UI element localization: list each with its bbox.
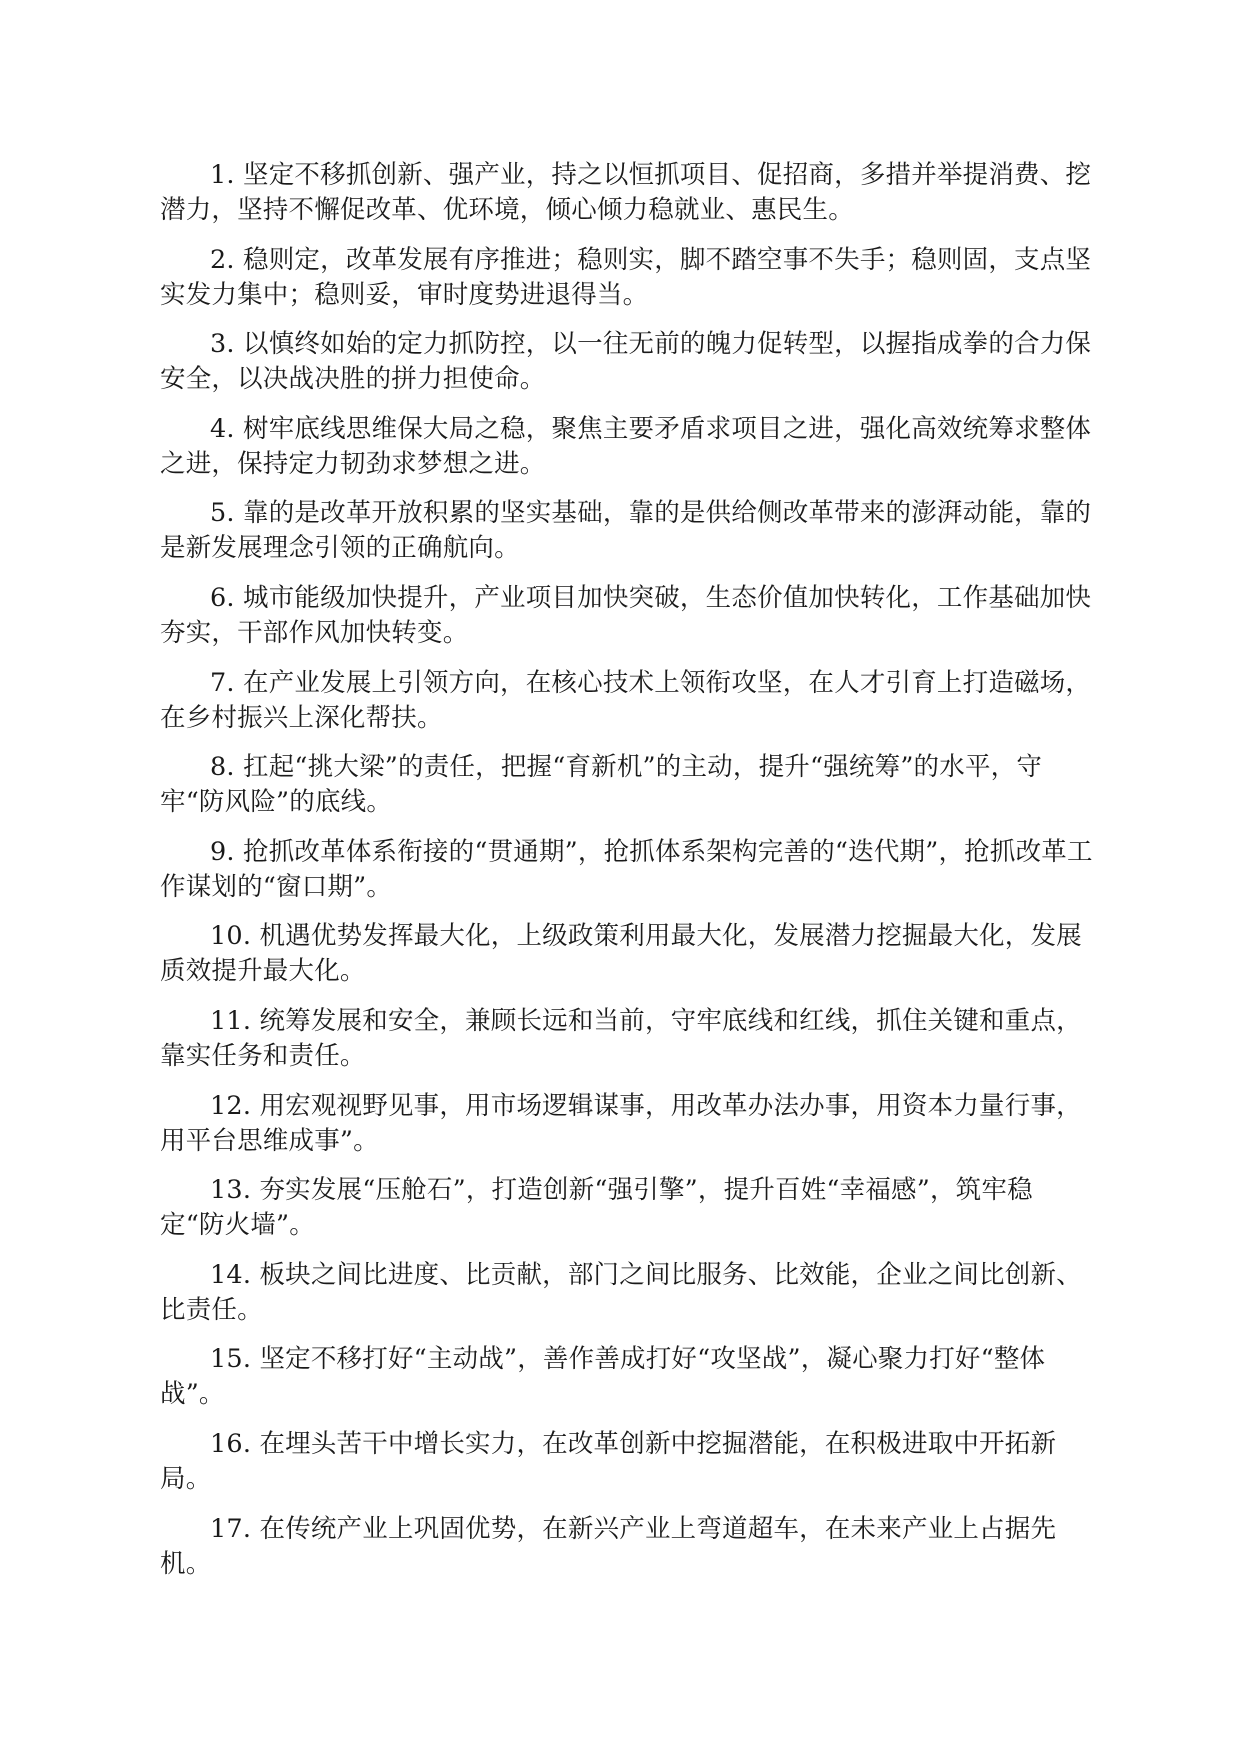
list-item: 12. 用宏观视野见事，用市场逻辑谋事，用改革办法办事，用资本力量行事，用平台思维成事”。 <box>160 1090 1082 1156</box>
list-item: 3. 以慎终如始的定力抓防控，以一往无前的魄力促转型，以握指成拳的合力保安全，以决战决胜的拼力担使命。 <box>160 329 1092 395</box>
list-item: 11. 统筹发展和安全，兼顾长远和当前，守牢底线和红线，抓住关键和重点，靠实任务和责任。 <box>160 1005 1082 1071</box>
list-item: 17. 在传统产业上巩固优势，在新兴产业上弯道超车，在未来产业上占据先机。 <box>160 1513 1057 1579</box>
list-item: 13. 夯实发展“压舱石”，打造创新“强引擎”，提升百姓“幸福感”，筑牢稳定“防火墙”。 <box>160 1175 1033 1241</box>
list-item: 7. 在产业发展上引领方向，在核心技术上领衔攻坚，在人才引育上打造磁场，在乡村振兴上深化帮扶。 <box>160 667 1092 733</box>
list-item: 9. 抢抓改革体系衔接的“贯通期”，抢抓体系架构完善的“迭代期”，抢抓改革工作谋划的“窗口期”。 <box>160 836 1093 902</box>
list-item: 2. 稳则定，改革发展有序推进；稳则实，脚不踏空事不失手；稳则固，支点坚实发力集中；稳则妥，审时度势进退得当。 <box>160 244 1092 310</box>
list-item: 8. 扛起“挑大梁”的责任，把握“育新机”的主动，提升“强统筹”的水平，守牢“防风险”的底线。 <box>160 752 1043 818</box>
document-body <box>160 158 1095 1596</box>
list-item: 6. 城市能级加快提升，产业项目加快突破，生态价值加快转化，工作基础加快夯实，干部作风加快转变。 <box>160 582 1092 648</box>
list-item: 15. 坚定不移打好“主动战”，善作善成打好“攻坚战”，凝心聚力打好“整体战”。 <box>160 1344 1046 1410</box>
list-item: 10. 机遇优势发挥最大化，上级政策利用最大化，发展潜力挖掘最大化，发展质效提升最大化。 <box>160 921 1082 987</box>
list-item: 5. 靠的是改革开放积累的坚实基础，靠的是供给侧改革带来的澎湃动能，靠的是新发展理念引领的正确航向。 <box>160 498 1092 564</box>
list-item: 4. 树牢底线思维保大局之稳，聚焦主要矛盾求项目之进，强化高效统筹求整体之进，保持定力韧劲求梦想之进。 <box>160 413 1092 479</box>
list-item: 14. 板块之间比进度、比贡献，部门之间比服务、比效能，企业之间比创新、比责任。 <box>160 1259 1082 1325</box>
list-item: 16. 在埋头苦干中增长实力，在改革创新中挖掘潜能，在积极进取中开拓新局。 <box>160 1428 1057 1494</box>
list-item: 1. 坚定不移抓创新、强产业，持之以恒抓项目、促招商，多措并举提消费、挖潜力，坚持不懈促改革、优环境，倾心倾力稳就业、惠民生。 <box>160 160 1092 225</box>
